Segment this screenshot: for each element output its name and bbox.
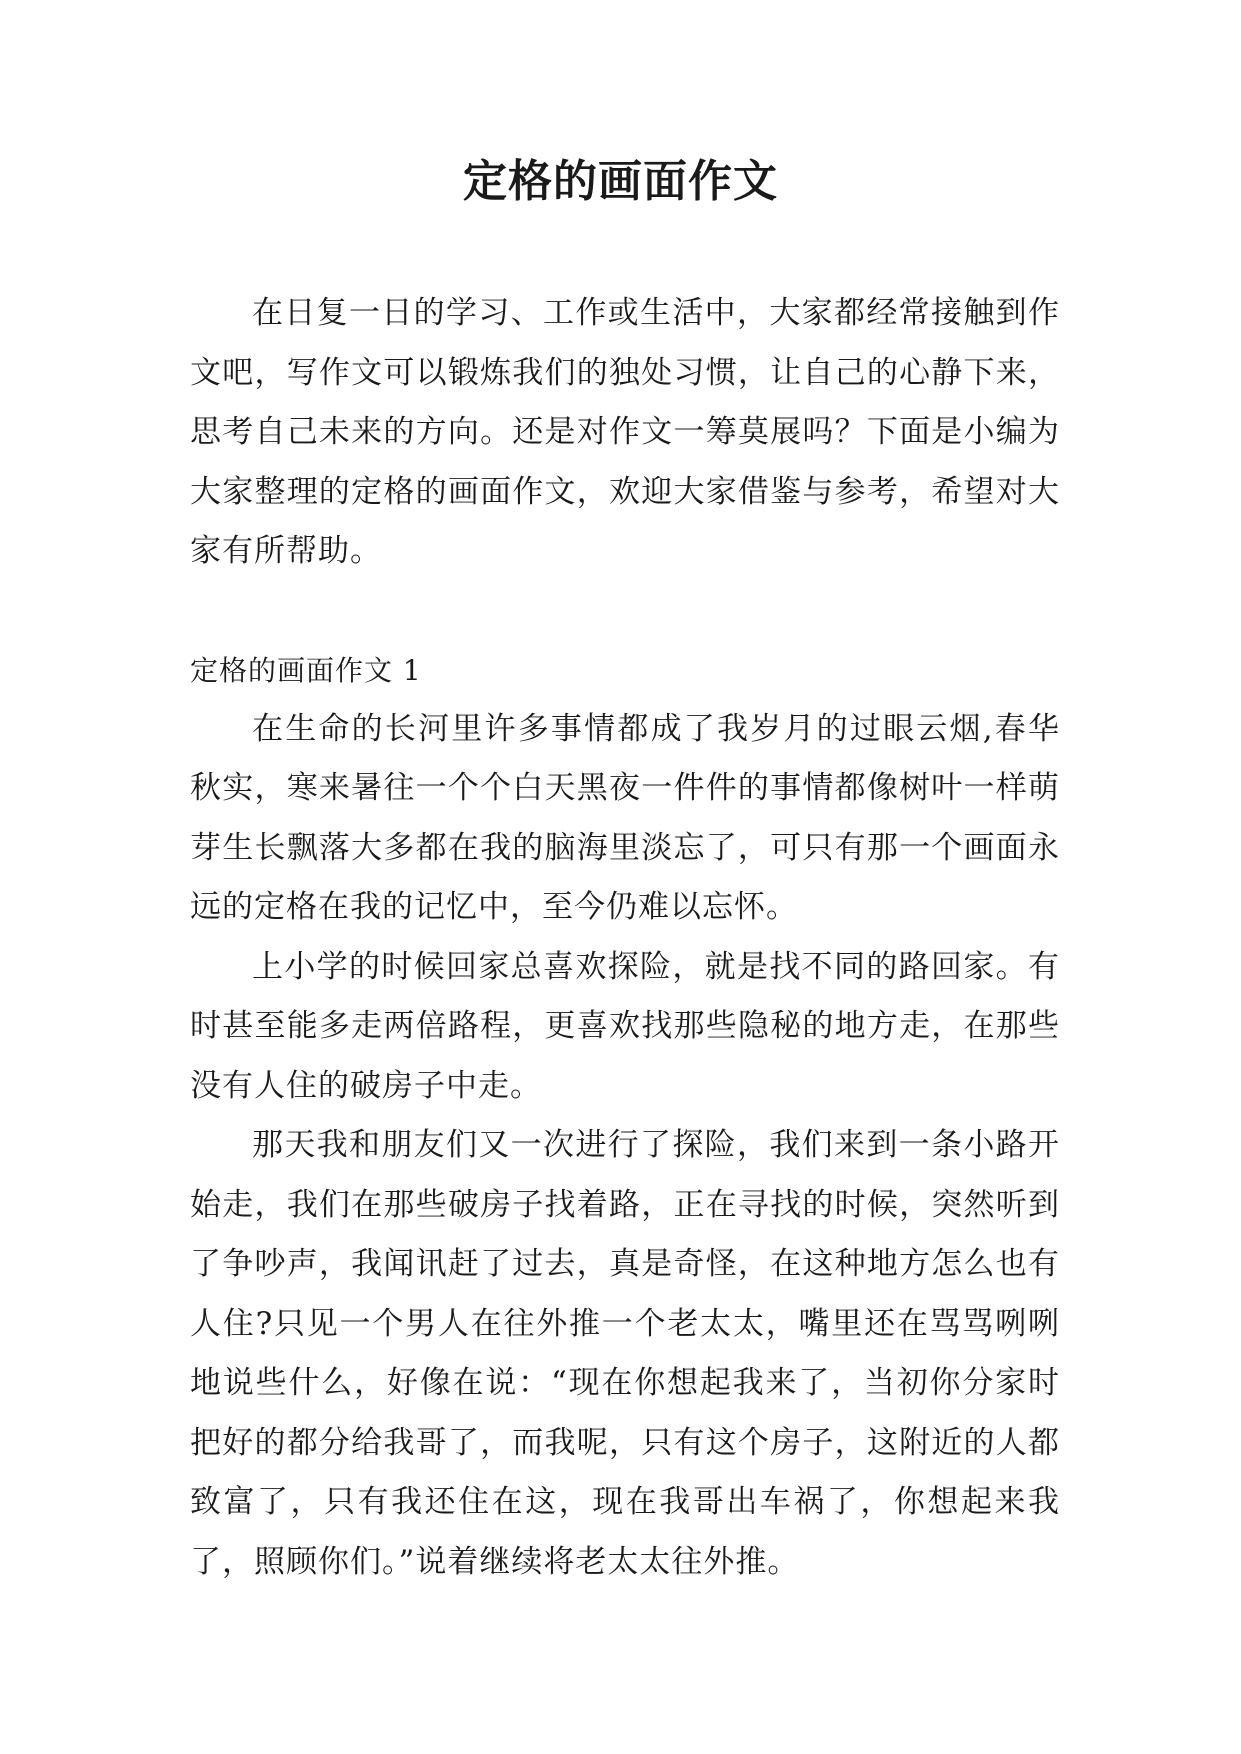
spacer [190,582,1060,641]
body-paragraph-1: 在生命的长河里许多事情都成了我岁月的过眼云烟,春华秋实，寒来暑往一个个白天黑夜一件件的事情都像树叶一样萌芽生长飘落大多都在我的脑海里淡忘了，可只有那一个画面永远的定格在我的记忆中，至今仍难以忘怀。 [190,710,1060,925]
intro-paragraph: 在日复一日的学习、工作或生活中，大家都经常接触到作文吧，写作文可以锻炼我们的独处习惯，让自己的心静下来，思考自己未来的方向。还是对作文一筹莫展吗？下面是小编为大家整理的定格的画面作文，欢迎大家借鉴与参考，希望对大家有所帮助。 [190,295,1060,569]
body-paragraph-2: 上小学的时候回家总喜欢探险，就是找不同的路回家。有时甚至能多走两倍路程，更喜欢找那些隐秘的地方走，在那些没有人住的破房子中走。 [190,948,1060,1104]
document-body [190,284,1060,1592]
document-title: 定格的画面作文 [463,156,778,207]
section-heading: 定格的画面作文 1 [190,653,422,687]
body-paragraph-3: 那天我和朋友们又一次进行了探险，我们来到一条小路开始走，我们在那些破房子找着路，正在寻找的时候，突然听到了争吵声，我闻讯赶了过去，真是奇怪，在这种地方怎么也有人住?只见一个男人在往外推一个老太太，嘴里还在骂骂咧咧地说些什么，好像在说：“现在你想起我来了，当初你分家时把好的都分给我哥了，而我呢，只有这个房子，这附近的人都致富了，只有我还住在这，现在我哥出车祸了，你想起来我了，照顾你们。”说着继续将老太太往外推。 [190,1127,1060,1580]
